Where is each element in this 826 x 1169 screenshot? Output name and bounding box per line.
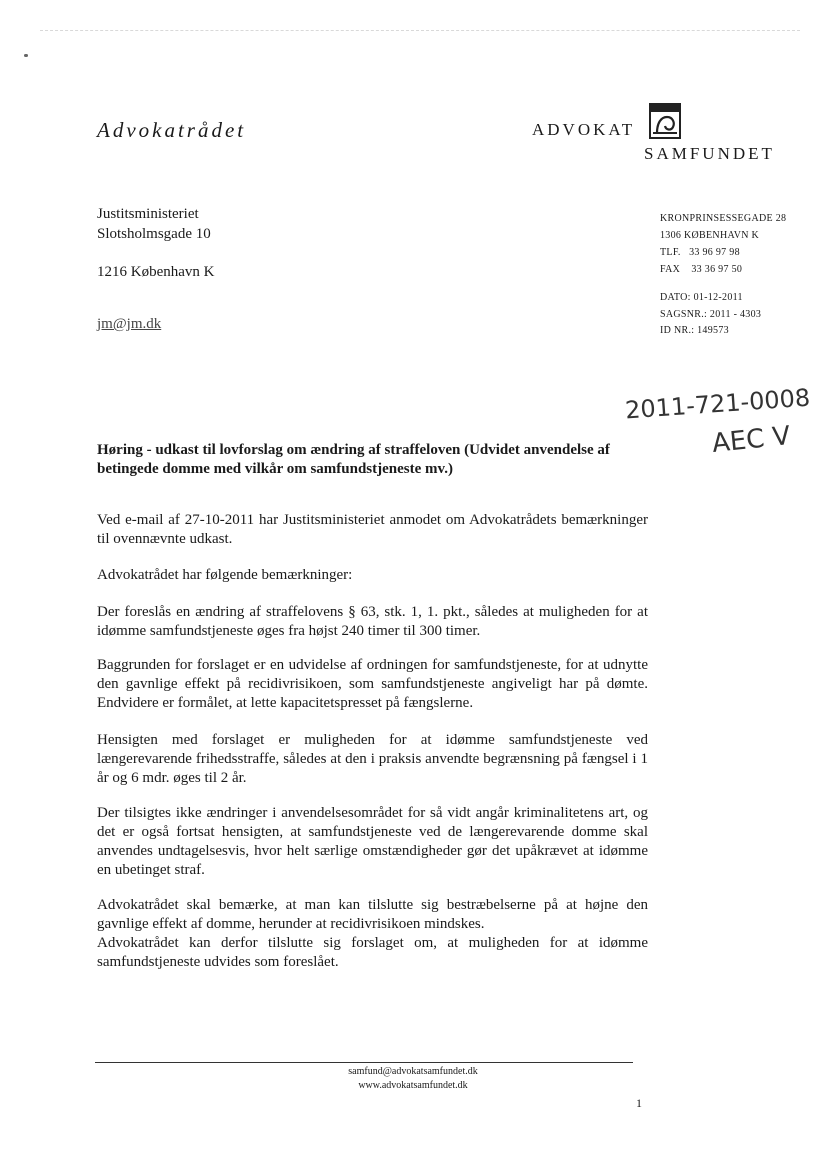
paragraph: Advokatrådet kan derfor tilslutte sig forslaget om, at muligheden for at idømme samfundstjeneste udvides som foreslået. — [97, 935, 648, 970]
logo-text-bottom: SAMFUNDET — [644, 144, 775, 163]
letter-subject: Høring - udkast til lovforslag om ændring af straffeloven (Udvidet anvendelse af betingede domme med vilkår om samfundstjeneste mv.) — [97, 442, 610, 477]
recipient-email-link[interactable]: jm@jm.dk — [97, 316, 162, 332]
recipient-street: Slotsholmsgade 10 — [97, 226, 211, 242]
paragraph: Baggrunden for forslaget er en udvidelse af ordningen for samfundstjeneste, for at udnytte den gavnlige effekt på recidivrisikoen, som samfundstjeneste angiveligt har på dømte. Endvidere er formålet, at lette kapacitetspresset på fængslerne. — [97, 657, 648, 711]
sender-street: KRONPRINSESSEGADE 28 — [660, 213, 787, 224]
id-number: ID NR.: 149573 — [660, 325, 729, 336]
letter-date: DATO: 01-12-2011 — [660, 292, 743, 303]
page-number: 1 — [636, 1096, 642, 1110]
sender-title: Advokatrådet — [97, 118, 247, 142]
paragraph: Hensigten med forslaget er muligheden for at idømme samfundstjeneste ved længerevarende frihedsstraffe, således at den i praksis anvendte begrænsning på fængsel i 1 år og 6 mdr. øges til 2 år. — [97, 732, 648, 786]
case-number: SAGSNR.: 2011 - 4303 — [660, 309, 762, 320]
paragraph: Advokatrådet skal bemærke, at man kan tilslutte sig bestræbelserne på at højne den gavnlige effekt af domme, herunder at recidivrisikoen mindskes. — [97, 897, 648, 932]
scan-speck — [24, 54, 28, 57]
paragraph: Ved e-mail af 27-10-2011 har Justitsministeriet anmodet om Advokatrådets bemærkninger til ovennævnte udkast. — [97, 512, 648, 547]
handwritten-initials: AEC V — [710, 420, 792, 460]
advokatsamfundet-logo-icon — [649, 103, 681, 139]
recipient-city: 1216 København K — [97, 264, 215, 280]
scan-dashed-line — [40, 30, 800, 31]
sender-city: 1306 KØBENHAVN K — [660, 230, 760, 241]
recipient-name: Justitsministeriet — [97, 206, 199, 222]
footer-email-link[interactable]: samfund@advokatsamfundet.dk — [348, 1066, 478, 1077]
sender-phone: TLF. 33 96 97 98 — [660, 247, 740, 258]
paragraph: Der foreslås en ændring af straffelovens § 63, stk. 1, 1. pkt., således at muligheden for at idømme samfundstjeneste øges fra højst 240 timer til 300 timer. — [97, 604, 648, 639]
sender-fax: FAX 33 36 97 50 — [660, 264, 743, 275]
footer-website-link[interactable]: www.advokatsamfundet.dk — [358, 1080, 468, 1091]
paragraph: Der tilsigtes ikke ændringer i anvendelsesområdet for så vidt angår kriminalitetens art, og det er også fortsat hensigten, at samfundstjeneste ved de længerevarende domme skal anvendes undtagelsesvis, hvor helt særlige omstændigheder gør det upåkrævet at idømme en ubetinget straf. — [97, 805, 648, 878]
paragraph: Advokatrådet har følgende bemærkninger: — [97, 567, 353, 583]
footer-divider — [95, 1062, 633, 1063]
logo-text-top: ADVOKAT — [532, 120, 636, 139]
handwritten-reference: 2011-721-0008 — [624, 383, 812, 425]
